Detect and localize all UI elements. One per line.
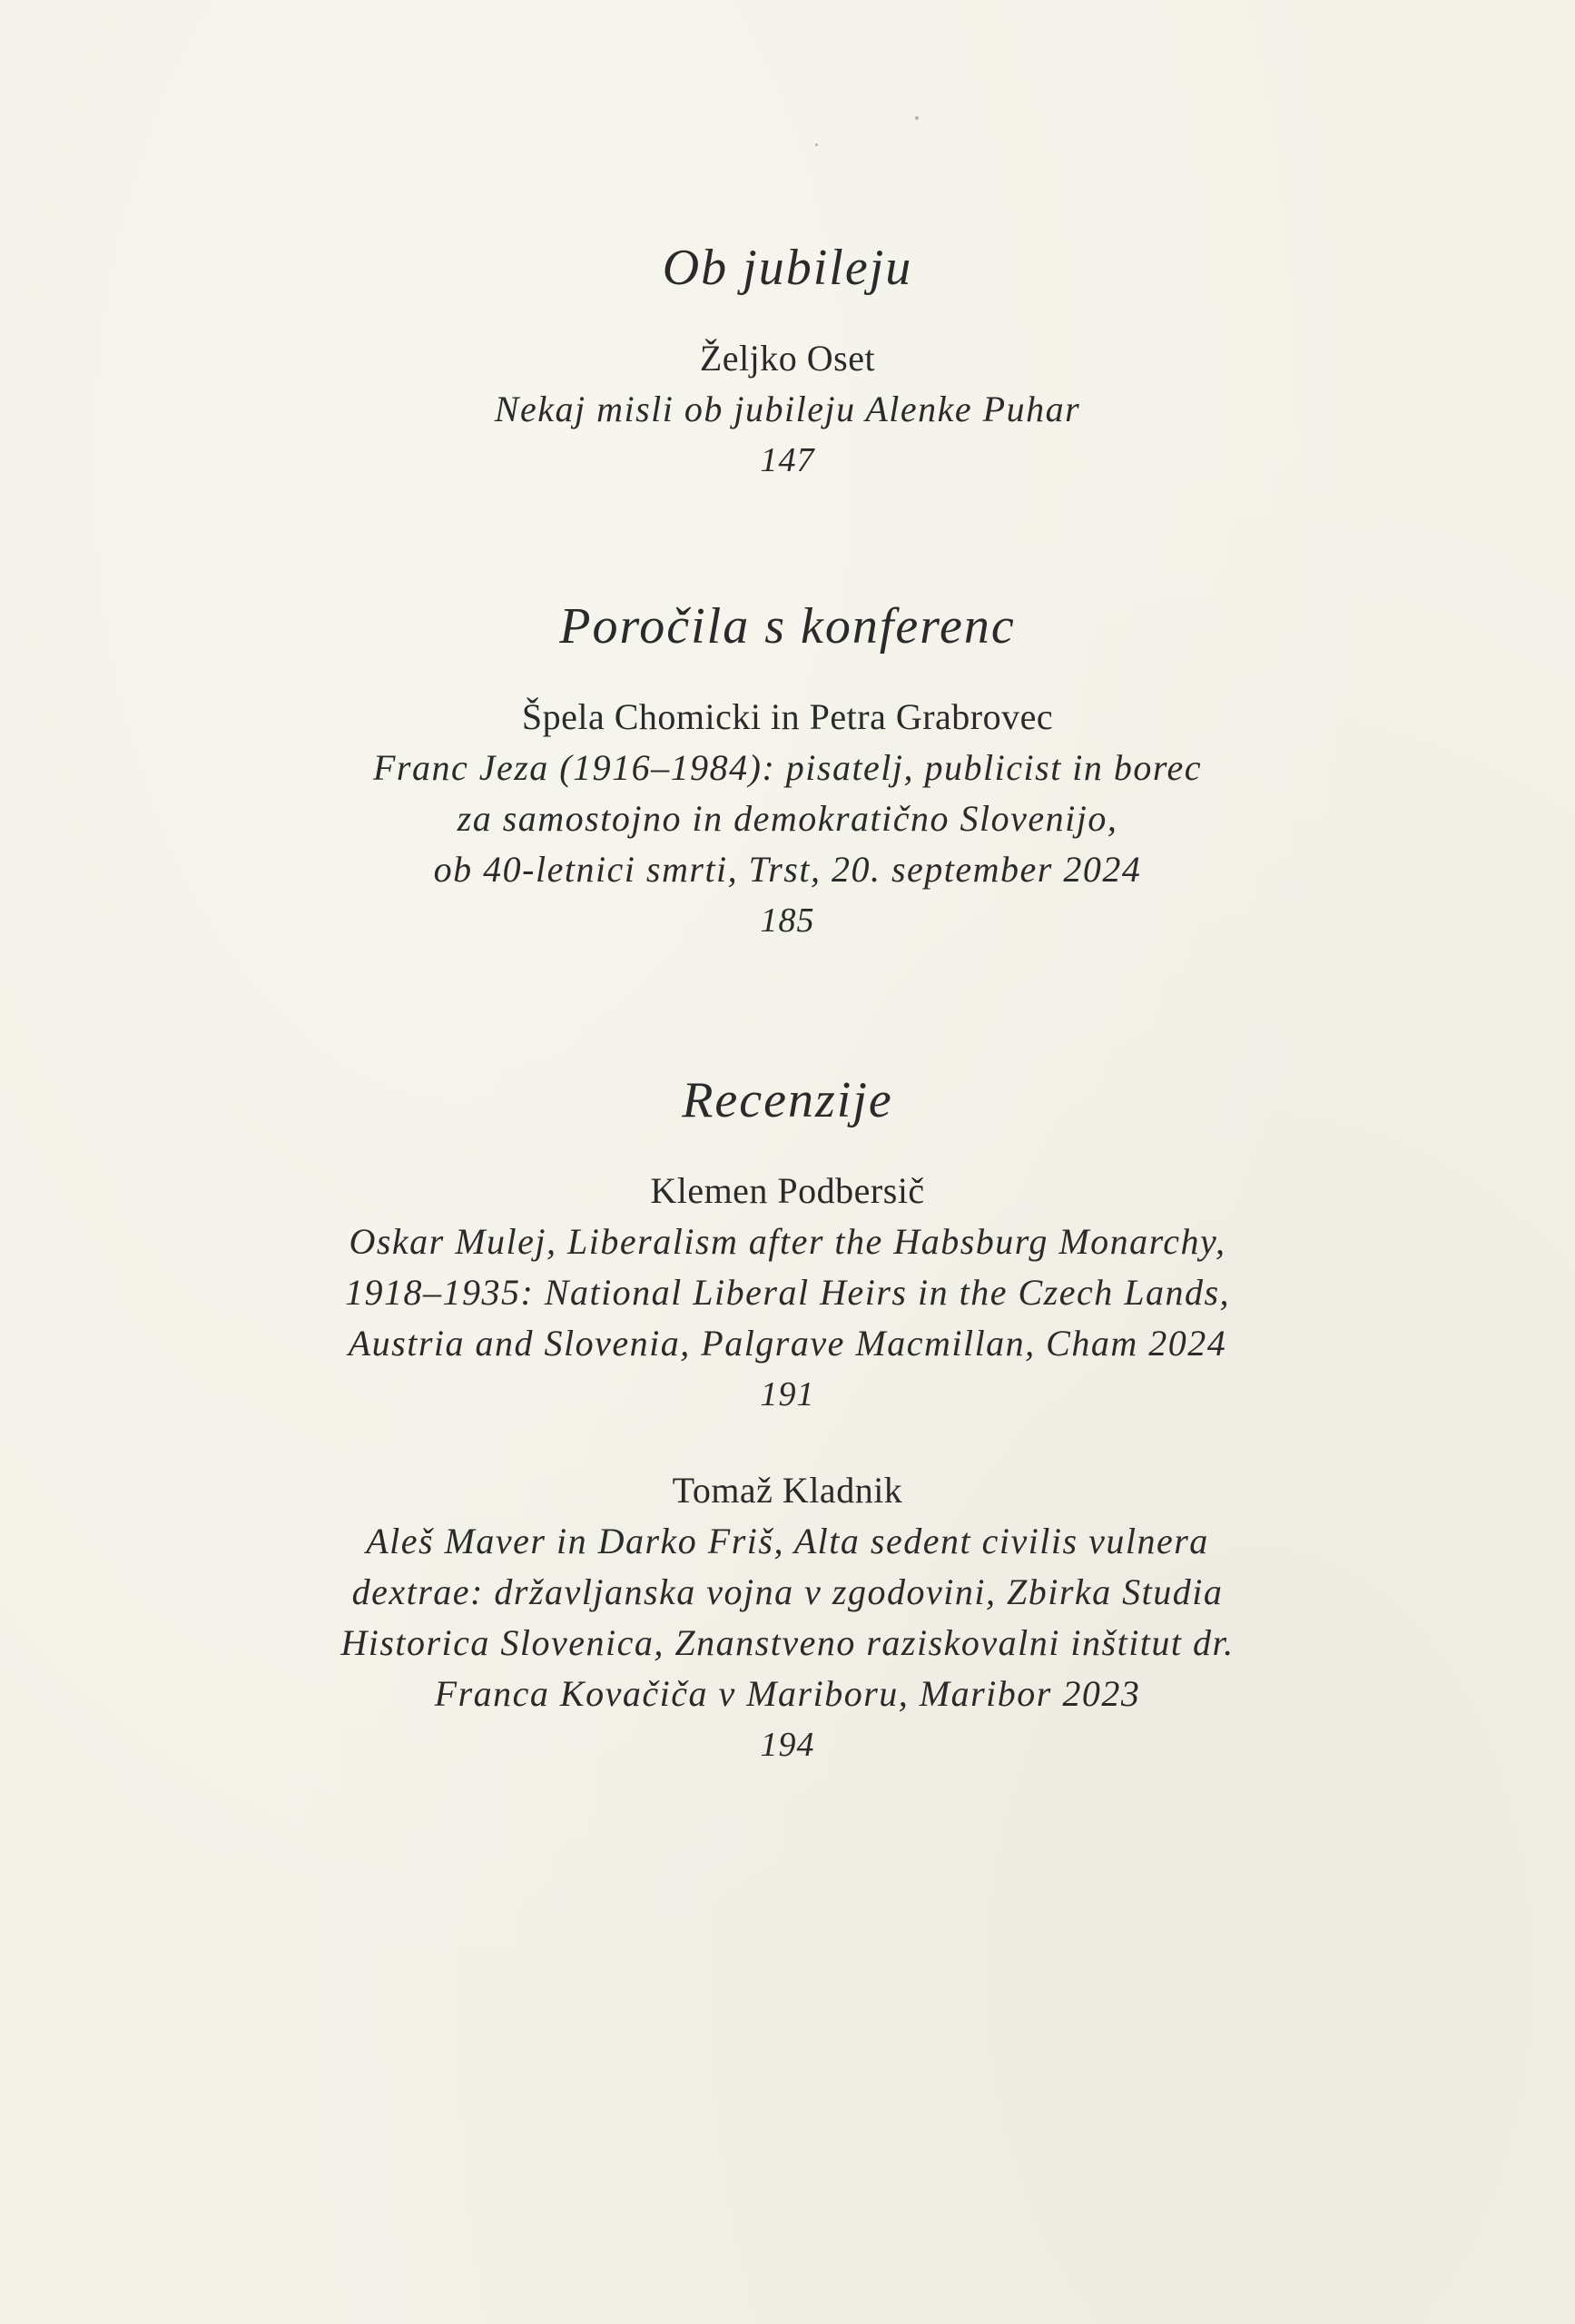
entry-author: Željko Oset xyxy=(699,338,876,379)
entry-page-number: 185 xyxy=(760,901,815,940)
entry-title-line: Historica Slovenica, Znanstveno raziskovalni inštitut dr. xyxy=(340,1622,1235,1663)
entry-title-line: Franca Kovačiča v Mariboru, Maribor 2023 xyxy=(434,1673,1141,1714)
toc-entry xyxy=(0,333,1575,486)
entry-title-line: Nekaj misli ob jubileju Alenke Puhar xyxy=(494,389,1081,429)
entry-page-number: 147 xyxy=(760,441,815,479)
entry-title-line: 1918–1935: National Liberal Heirs in the Czech Lands, xyxy=(344,1272,1231,1313)
entry-title-line: Aleš Maver in Darko Friš, Alta sedent civilis vulnera xyxy=(366,1521,1209,1561)
entry-title-line: za samostojno in demokratično Slovenijo, xyxy=(457,798,1118,839)
entry-title xyxy=(0,384,1575,435)
entry-author: Tomaž Kladnik xyxy=(672,1470,903,1511)
entry-title-line: Oskar Mulej, Liberalism after the Habsburg Monarchy, xyxy=(349,1221,1226,1262)
entry-title-line: dextrae: državljanska vojna v zgodovini, Zbirka Studia xyxy=(351,1571,1224,1612)
section-recenzije xyxy=(0,1073,1575,1129)
toc-entry xyxy=(0,1465,1575,1770)
entry-title-line: Austria and Slovenia, Palgrave Macmillan, Cham 2024 xyxy=(348,1323,1227,1364)
entry-title xyxy=(0,1516,1575,1719)
entry-title-line: Franc Jeza (1916–1984): pisatelj, publicist in borec xyxy=(372,747,1203,788)
entry-title-line: ob 40-letnici smrti, Trst, 20. september 2024 xyxy=(433,849,1142,890)
section-heading: Ob jubileju xyxy=(662,240,913,296)
section-heading: Poročila s konferenc xyxy=(559,598,1016,655)
paper-speck xyxy=(815,143,818,146)
entry-page-number: 194 xyxy=(760,1726,815,1764)
entry-author: Klemen Podbersič xyxy=(650,1170,925,1211)
paper-speck xyxy=(915,116,919,120)
entry-title xyxy=(0,743,1575,895)
section-ob-jubileju xyxy=(0,241,1575,297)
entry-title xyxy=(0,1216,1575,1369)
section-porocila-s-konferenc xyxy=(0,599,1575,655)
toc-entry xyxy=(0,692,1575,946)
section-heading: Recenzije xyxy=(682,1072,893,1128)
toc-entry xyxy=(0,1166,1575,1420)
entry-page-number: 191 xyxy=(760,1375,815,1413)
entry-author: Špela Chomicki in Petra Grabrovec xyxy=(521,696,1054,737)
